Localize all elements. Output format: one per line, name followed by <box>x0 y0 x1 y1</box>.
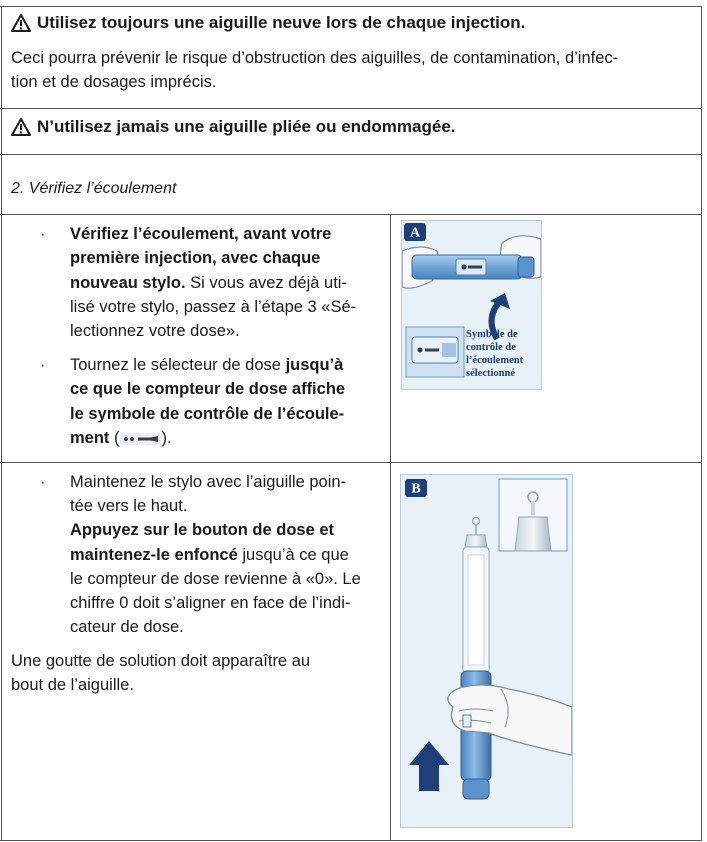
instruction-line: Vérifiez l’écoulement, avant votre <box>70 225 332 243</box>
normal-text: jusqu’à ce que <box>237 546 349 564</box>
instruction-line <box>70 543 349 568</box>
figure-b-illustration <box>400 474 573 828</box>
instruction-line: première injection, avec chaque <box>70 249 321 267</box>
table-border <box>0 840 702 841</box>
flow-check-symbol-icon <box>120 433 162 445</box>
figure-label: A <box>409 225 421 241</box>
bullet: · <box>40 474 46 491</box>
warning-title-text: N’utilisez jamais une aiguille pliée ou endommagée. <box>37 117 456 136</box>
warning-text-line: tion et de dosages imprécis. <box>11 73 217 91</box>
instruction-line: chiffre 0 doit s’aligner en face de l’indi- <box>70 594 351 612</box>
table-border <box>1 6 2 840</box>
table-border <box>0 214 702 215</box>
instruction-line <box>70 353 343 378</box>
instruction-line: Une goutte de solution doit apparaître au <box>11 652 311 670</box>
instruction-line: le compteur de dose revienne à «0». Le <box>70 570 361 588</box>
instruction-line: bout de l’aiguille. <box>11 676 134 694</box>
warning-title-text: Utilisez toujours une aiguille neuve lors de chaque injection. <box>37 13 526 32</box>
pen-dial-drawing <box>402 221 541 389</box>
bold-text: jusqu’à <box>285 356 344 374</box>
table-border <box>0 6 702 7</box>
warning-title <box>11 12 525 34</box>
figure-caption: contrôle de <box>466 342 516 353</box>
bold-text: ment <box>70 429 110 447</box>
warning-text-line: Ceci pourra prévenir le risque d’obstruction des aiguilles, de contamination, d’infec- <box>11 49 619 67</box>
bold-text: maintenez-le enfoncé <box>70 546 238 564</box>
warning-title <box>11 116 456 138</box>
step-heading: 2. Vérifiez l’écoulement <box>11 180 177 197</box>
pen-priming-drawing <box>401 475 572 827</box>
instruction-line: le symbole de contrôle de l’écoule- <box>70 405 345 423</box>
table-border <box>390 214 391 840</box>
bullet: · <box>40 226 46 243</box>
instruction-line: lisé votre stylo, passez à l’étape 3 «Sé- <box>70 298 357 316</box>
warning-icon <box>11 118 31 136</box>
normal-text: Tournez le sélecteur de dose <box>70 356 286 374</box>
instruction-line: Maintenez le stylo avec l’aiguille poin- <box>70 473 347 491</box>
table-border <box>0 462 702 463</box>
figure-caption: Symbole de <box>466 329 518 340</box>
instruction-line: tée vers le haut. <box>70 497 188 515</box>
instruction-line <box>70 426 172 451</box>
instruction-line: Appuyez sur le bouton de dose et <box>70 521 335 539</box>
figure-caption: sélectionné <box>466 368 515 379</box>
instruction-line: lectionnez votre dose». <box>70 322 240 340</box>
normal-text: Si vous avez déjà uti- <box>185 274 347 292</box>
table-border <box>0 154 702 155</box>
instruction-line: cateur de dose. <box>70 618 184 636</box>
instruction-line <box>70 271 347 296</box>
figure-caption: l’écoulement <box>466 355 524 366</box>
normal-text: ( <box>109 429 120 447</box>
figure-label: B <box>411 481 421 497</box>
figure-a-illustration <box>401 220 542 390</box>
normal-text: ). <box>161 429 172 447</box>
table-border <box>0 108 702 109</box>
instruction-line: ce que le compteur de dose affiche <box>70 380 346 398</box>
bold-text: nouveau stylo. <box>70 274 186 292</box>
warning-icon <box>11 14 31 32</box>
bullet: · <box>40 357 46 374</box>
table-border <box>701 6 702 840</box>
